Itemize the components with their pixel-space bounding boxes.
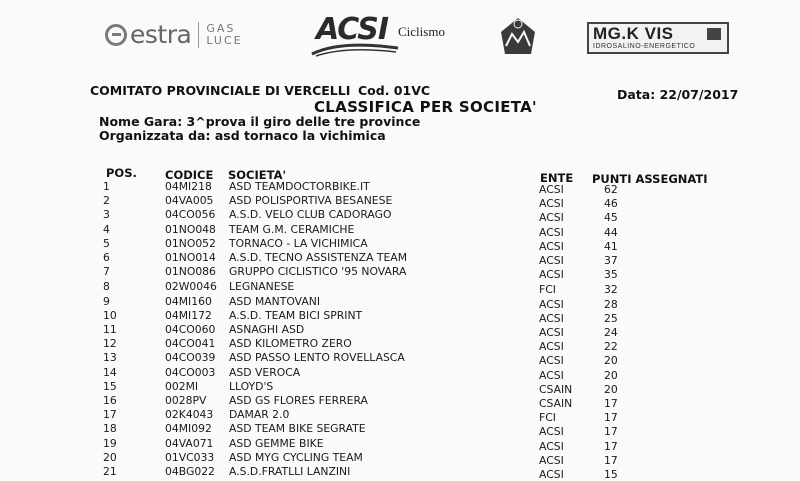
row-ente: ACSI [539,354,564,368]
table-row [0,422,800,439]
row-ente: ACSI [539,225,564,239]
estra-logo [105,20,243,49]
row-pos: 2 [103,194,110,208]
codice-comitato: Cod. 01VC [358,83,431,98]
row-codice: 04CO041 [165,337,216,351]
row-societa: A.S.D. TECNO ASSISTENZA TEAM [229,251,408,264]
table-row [0,437,800,451]
estra-logo-sub-gas: GAS [206,21,236,35]
row-codice: 04CO056 [165,208,216,222]
table-row [0,237,800,251]
row-codice: 01NO014 [165,251,216,264]
row-punti: 17 [604,411,618,425]
table-row [0,380,800,394]
row-codice: 04MI172 [165,308,212,322]
row-societa: ASD KILOMETRO ZERO [229,337,352,351]
table-row [0,265,800,282]
row-punti: 20 [604,368,618,382]
row-punti: 41 [604,239,618,253]
row-codice: 02K4043 [165,408,214,422]
row-ente: ACSI [539,211,564,225]
row-punti: 45 [604,211,618,225]
row-societa: TEAM G.M. CERAMICHE [229,222,355,236]
column-header-societa: SOCIETA' [228,168,287,182]
table-row [0,223,800,237]
row-punti: 17 [604,439,618,453]
row-ente: ACSI [539,468,564,481]
page-title: CLASSIFICA PER SOCIETA' [314,98,537,116]
row-societa: A.S.D.FRATLLI LANZINI [229,465,351,478]
row-codice: 04BG022 [165,465,215,478]
row-codice: 04MI160 [165,294,212,308]
row-ente: ACSI [539,368,564,382]
row-punti: 44 [604,225,618,239]
row-ente: ACSI [539,311,564,325]
row-ente: FCI [539,283,556,297]
row-ente: ACSI [539,254,564,267]
row-societa: LLOYD'S [229,379,274,393]
row-societa: DAMAR 2.0 [229,408,290,422]
row-ente: ACSI [539,326,564,339]
estra-logo-sub-luce: LUCE [206,33,243,47]
row-codice: 01NO048 [165,222,216,236]
table-row [0,451,800,465]
row-codice: 04CO039 [165,351,216,365]
row-punti: 17 [604,425,618,439]
row-codice: 02W0046 [165,280,217,294]
table-row [0,408,800,425]
row-societa: A.S.D. VELO CLUB CADORAGO [229,208,392,222]
row-ente: ACSI [539,197,564,211]
row-punti: 46 [604,197,618,211]
mgk-flag-icon [707,28,721,40]
table-row [0,295,800,309]
row-societa: ASD TEAMDOCTORBIKE.IT [229,180,370,193]
row-pos: 18 [103,422,117,436]
row-societa: ASNAGHI ASD [229,323,305,336]
mgk-logo-name: MG.K VIS [593,24,674,43]
row-codice: 0028PV [165,394,207,407]
acsi-logo [310,12,445,60]
row-punti: 20 [604,382,618,396]
row-pos: 21 [103,465,117,478]
column-header-codice: CODICE [165,168,214,182]
row-societa: ASD MANTOVANI [229,294,321,308]
row-punti: 25 [604,311,618,325]
row-societa: ASD VEROCA [229,365,301,379]
row-codice: 04VA005 [165,194,214,208]
mgk-logo-tagline: IDROSALINO-ENERGETICO [593,43,696,50]
row-pos: 11 [103,323,117,336]
estra-logo-name: estra [130,20,192,49]
table-row [0,180,800,194]
row-ente: ACSI [539,439,564,453]
table-row [0,309,800,323]
organizzata-da: Organizzata da: asd tornaco la vichimica [99,128,386,143]
acsi-swoosh-icon [310,42,400,58]
row-pos: 12 [103,337,117,351]
row-pos: 16 [103,394,117,407]
table-row [0,351,800,368]
nome-gara: Nome Gara: 3^prova il giro delle tre province [99,114,421,129]
row-codice: 04VA071 [165,436,214,450]
row-pos: 13 [103,351,117,365]
row-pos: 8 [103,280,110,294]
row-pos: 5 [103,236,110,250]
row-ente: ACSI [539,453,564,467]
row-ente: ACSI [539,268,564,282]
row-ente: ACSI [539,239,564,253]
row-codice: 01VC033 [165,450,215,464]
row-ente: ACSI [539,425,564,439]
table-row [0,280,800,297]
row-punti: 37 [604,254,618,267]
table-row [0,208,800,225]
row-punti: 20 [604,354,618,368]
row-societa: A.S.D. TEAM BICI SPRINT [229,308,363,322]
row-pos: 14 [103,365,117,379]
estra-logo-sub [206,23,242,47]
table-row [0,394,800,408]
row-pos: 10 [103,308,117,322]
table-row [0,366,800,380]
row-codice: 04CO003 [165,365,216,379]
column-header-ente: ENTE [540,171,574,185]
row-codice: 002MI [165,379,199,393]
row-pos: 4 [103,222,110,236]
row-societa: ASD TEAM BIKE SEGRATE [229,422,366,436]
acsi-logo-name: ACSI [316,12,389,47]
row-societa: TORNACO - LA VICHIMICA [229,236,368,250]
row-societa: LEGNANESE [229,280,295,294]
row-societa: ASD GS FLORES FERRERA [229,394,368,407]
row-codice: 04MI218 [165,180,212,193]
row-punti: 32 [604,283,618,297]
row-societa: ASD MYG CYCLING TEAM [229,450,363,464]
row-pos: 7 [103,265,110,279]
row-societa: GRUPPO CICLISTICO '95 NOVARA [229,265,407,279]
acsi-logo-sub: Ciclismo [398,24,445,39]
row-codice: 01NO052 [165,236,216,250]
row-punti: 62 [604,183,618,196]
row-punti: 15 [604,468,618,481]
row-punti: 17 [604,453,618,467]
row-punti: 17 [604,397,618,410]
row-punti: 24 [604,326,618,339]
row-punti: 35 [604,268,618,282]
row-codice: 01NO086 [165,265,216,279]
row-codice: 04MI092 [165,422,212,436]
mgk-vis-logo [587,22,729,54]
column-header-punti: PUNTI ASSEGNATI [592,172,708,186]
table-row [0,194,800,211]
row-societa: ASD POLISPORTIVA BESANESE [229,194,393,208]
row-ente: CSAIN [539,397,573,410]
row-pos: 15 [103,379,117,393]
row-codice: 04CO060 [165,323,216,336]
row-societa: ASD GEMME BIKE [229,436,324,450]
row-pos: 20 [103,450,117,464]
estra-mark-icon [105,24,127,46]
table-row [0,323,800,337]
comitato-label: COMITATO PROVINCIALE DI VERCELLI [90,83,351,98]
row-pos: 6 [103,251,110,264]
row-ente: FCI [539,411,556,425]
row-ente: ACSI [539,297,564,311]
row-pos: 19 [103,436,117,450]
row-ente: ACSI [539,183,564,196]
row-pos: 1 [103,180,110,193]
row-pos: 9 [103,294,110,308]
column-header-pos: POS. [106,166,137,180]
row-societa: ASD PASSO LENTO ROVELLASCA [229,351,405,365]
row-pos: 3 [103,208,110,222]
table-row [0,465,800,479]
table-row [0,337,800,354]
data-label: Data: 22/07/2017 [617,87,739,102]
row-ente: CSAIN [539,382,573,396]
row-pos: 17 [103,408,117,422]
table-row [0,251,800,265]
row-punti: 28 [604,297,618,311]
row-ente: ACSI [539,340,564,354]
row-punti: 22 [604,340,618,354]
sms-emblem-icon [497,16,539,58]
estra-logo-divider [198,22,199,48]
sms-logo [497,16,539,58]
